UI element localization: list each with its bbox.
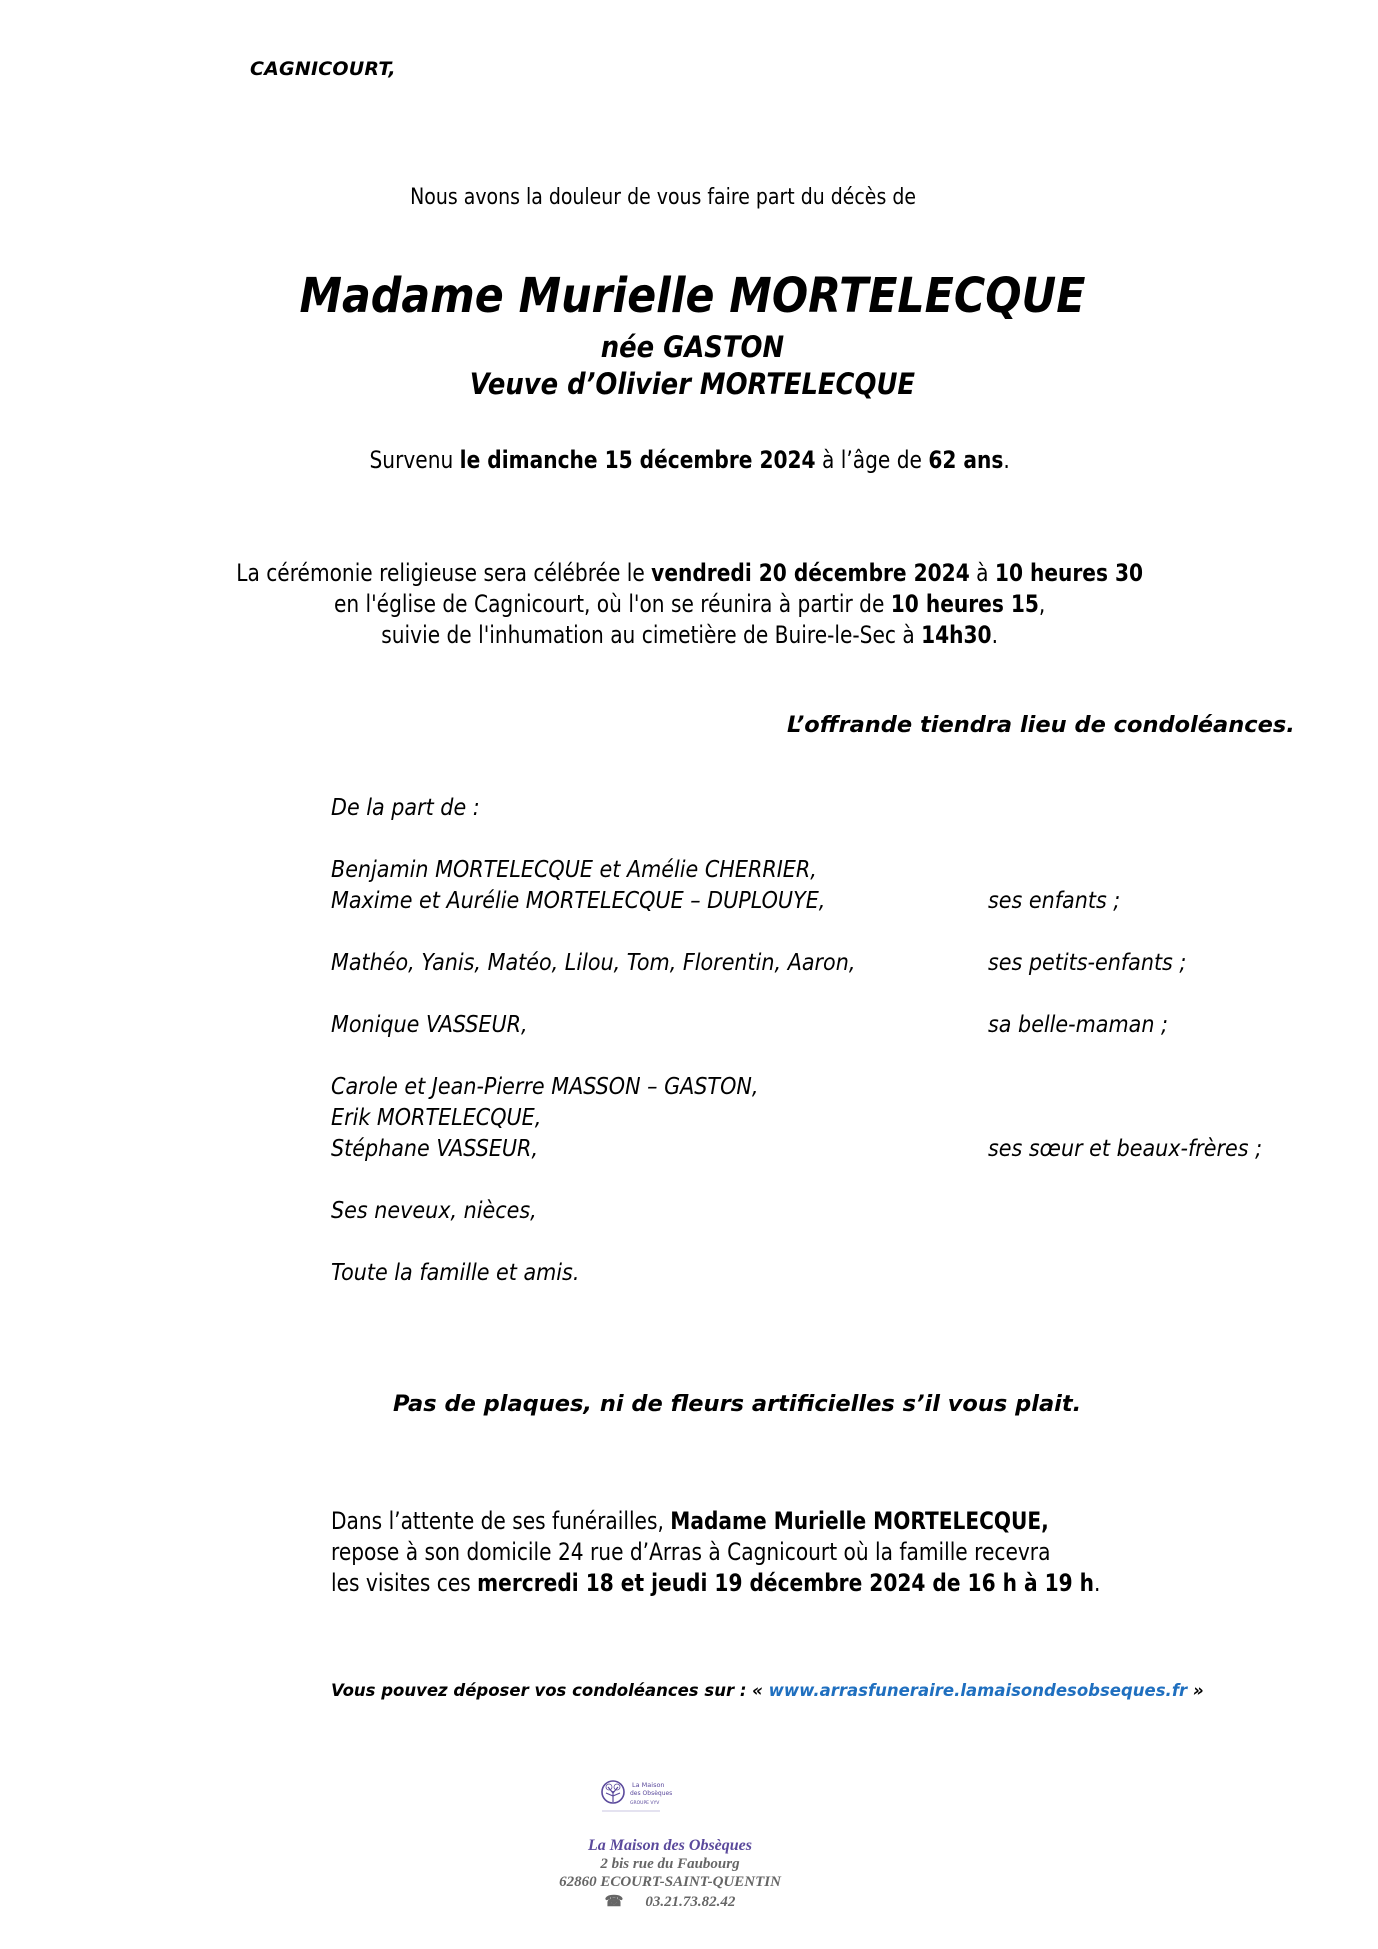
no-flowers-note: Pas de plaques, ni de fleurs artificielles s’il vous plait. [393,1391,1082,1417]
logo-text-1: La Maison [632,1781,665,1789]
gathering-time: 10 heures 15 [890,590,1039,618]
ceremony-time: 10 heures 30 [994,559,1144,587]
family-relation: ses petits-enfants ; [988,950,1187,976]
family-name: Maxime et Aurélie MORTELECQUE – DUPLOUYE, [331,888,826,914]
ceremony-line-1 [0,559,1378,587]
ceremony-line-2 [0,590,1378,618]
maiden-name: née GASTON [600,330,785,364]
wake-line-3 [331,1569,1100,1597]
funeral-home-street: 2 bis rue du Faubourg [600,1856,740,1872]
ceremony-text: à [969,559,995,587]
telephone-icon: ☎ [604,1894,624,1910]
wake-text: . [1094,1569,1101,1597]
family-name: Monique VASSEUR, [331,1012,528,1038]
wake-name: Madame Murielle MORTELECQUE, [670,1507,1049,1535]
logo-text-3: GROUPE VYV [630,1801,660,1806]
family-name: Ses neveux, nièces, [331,1198,537,1224]
city-heading: CAGNICOURT, [250,58,396,80]
condolences-link[interactable]: www.arrasfuneraire.lamaisondesobseques.fr [768,1681,1188,1700]
condolences-prefix: Vous pouvez déposer vos condoléances sur : « [331,1681,769,1700]
family-name: Toute la famille et amis. [331,1260,580,1286]
condolences-line [331,1681,1204,1700]
funeral-home-phone-line [470,1892,870,1911]
ceremony-text: . [991,621,998,649]
offering-note: L’offrande tiendra lieu de condoléances. [787,712,1295,738]
family-relation: ses sœur et beaux-frères ; [988,1136,1263,1162]
ceremony-line-3 [0,621,1378,649]
family-name: Carole et Jean-Pierre MASSON – GASTON, [331,1074,759,1100]
visit-dates: mercredi 18 et jeudi 19 décembre 2024 de 16 h à 19 h [477,1569,1095,1597]
death-date-line [0,446,1378,474]
ceremony-date: vendredi 20 décembre 2024 [651,559,970,587]
ceremony-text: La cérémonie religieuse sera célébrée le [236,559,652,587]
death-date: le dimanche 15 décembre 2024 [459,446,816,474]
wake-line-1 [331,1507,1049,1535]
deceased-name: Madame Murielle MORTELECQUE [299,268,1086,324]
death-prefix: Survenu [369,446,460,474]
wake-text: les visites ces [331,1569,478,1597]
wake-line-2: repose à son domicile 24 rue d’Arras à Cagnicourt où la famille recevra [331,1538,1051,1566]
intro-text: Nous avons la douleur de vous faire part du décès de [410,185,916,210]
ceremony-text: , [1038,590,1046,618]
tree-emblem-icon [600,1778,686,1824]
funeral-home-phone[interactable]: 03.21.73.82.42 [645,1894,736,1910]
wake-text: Dans l’attente de ses funérailles, [331,1507,671,1535]
family-name: Mathéo, Yanis, Matéo, Lilou, Tom, Florentin, Aaron, [331,950,856,976]
death-age: 62 ans [928,446,1004,474]
death-suffix: . [1003,446,1010,474]
funeral-home-city: 62860 ECOURT-SAINT-QUENTIN [559,1874,781,1890]
family-name: Benjamin MORTELECQUE et Amélie CHERRIER, [331,857,817,883]
funeral-home-logo [600,1778,686,1824]
ceremony-text: suivie de l'inhumation au cimetière de Buire-le-Sec à [381,621,922,649]
family-name: Stéphane VASSEUR, [331,1136,539,1162]
family-relation: sa belle-maman ; [988,1012,1169,1038]
family-intro: De la part de : [331,795,480,821]
ceremony-text: en l'église de Cagnicourt, où l'on se réunira à partir de [333,590,891,618]
funeral-home-name: La Maison des Obsèques [587,1837,752,1854]
family-relation: ses enfants ; [988,888,1121,914]
family-name: Erik MORTELECQUE, [331,1105,542,1131]
condolences-suffix: » [1187,1681,1204,1700]
death-mid: à l’âge de [815,446,929,474]
logo-text-2: des Obsèques [630,1790,673,1797]
widow-of: Veuve d’Olivier MORTELECQUE [469,367,916,401]
burial-time: 14h30 [921,621,992,649]
